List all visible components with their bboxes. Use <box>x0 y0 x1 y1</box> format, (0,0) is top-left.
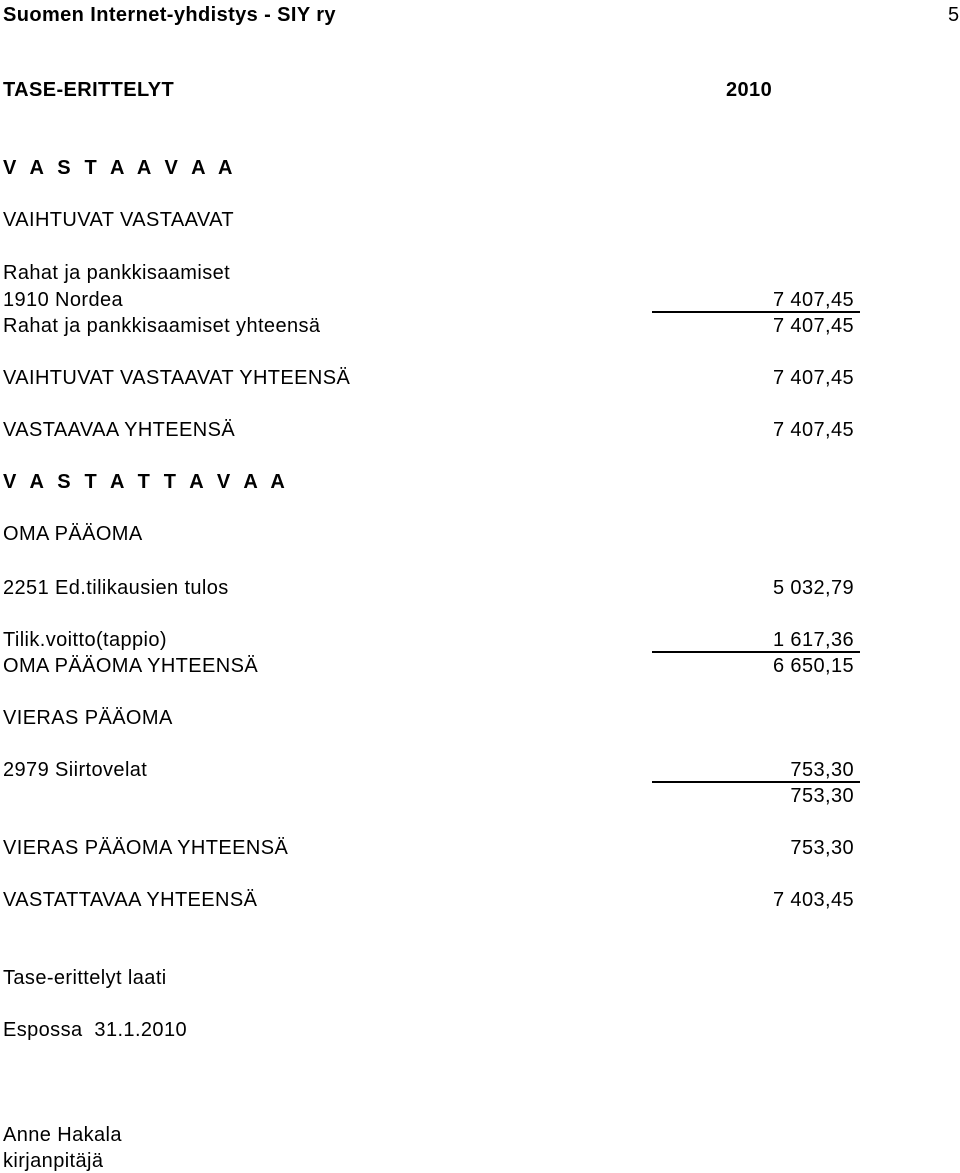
assets-total-value: 7 407,45 <box>772 419 854 441</box>
signer-title: kirjanpitäjä <box>3 1150 104 1172</box>
cash-total-value: 7 407,45 <box>772 315 854 337</box>
nordea-label: 1910 Nordea <box>3 289 124 311</box>
page-number: 5 <box>948 4 960 26</box>
liabilities-total-value: 7 403,45 <box>772 889 854 911</box>
debt-total-value: 753,30 <box>790 837 854 859</box>
current-assets-label: VAIHTUVAT VASTAAVAT <box>3 209 234 231</box>
equity-total-label: OMA PÄÄOMA YHTEENSÄ <box>3 655 259 677</box>
accruals-label: 2979 Siirtovelat <box>3 759 148 781</box>
liabilities-heading: V A S T A T T A V A A <box>3 471 289 493</box>
debt-subtotal-value: 753,30 <box>790 785 854 807</box>
subtotal-rule <box>652 651 860 653</box>
assets-heading: V A S T A A V A A <box>3 157 237 179</box>
subtotal-rule <box>652 311 860 313</box>
debt-label: VIERAS PÄÄOMA <box>3 707 173 729</box>
liabilities-total-label: VASTATTAVAA YHTEENSÄ <box>3 889 258 911</box>
place-date: Espossa 31.1.2010 <box>3 1019 187 1041</box>
current-assets-total-label: VAIHTUVAT VASTAAVAT YHTEENSÄ <box>3 367 351 389</box>
retained-earnings-label: 2251 Ed.tilikausien tulos <box>3 577 229 599</box>
equity-label: OMA PÄÄOMA <box>3 523 143 545</box>
subtotal-rule <box>652 781 860 783</box>
report-title: TASE-ERITTELYT <box>3 79 175 101</box>
signer-name: Anne Hakala <box>3 1124 122 1146</box>
prepared-by-label: Tase-erittelyt laati <box>3 967 167 989</box>
assets-total-label: VASTAAVAA YHTEENSÄ <box>3 419 236 441</box>
cash-label: Rahat ja pankkisaamiset <box>3 262 231 284</box>
organization-name: Suomen Internet-yhdistys - SIY ry <box>3 4 336 26</box>
retained-earnings-value: 5 032,79 <box>772 577 854 599</box>
cash-total-label: Rahat ja pankkisaamiset yhteensä <box>3 315 321 337</box>
accruals-value: 753,30 <box>790 759 854 781</box>
nordea-value: 7 407,45 <box>772 289 854 311</box>
profit-loss-value: 1 617,36 <box>772 629 854 651</box>
report-year: 2010 <box>726 79 773 101</box>
current-assets-total-value: 7 407,45 <box>772 367 854 389</box>
debt-total-label: VIERAS PÄÄOMA YHTEENSÄ <box>3 837 289 859</box>
profit-loss-label: Tilik.voitto(tappio) <box>3 629 167 651</box>
equity-total-value: 6 650,15 <box>772 655 854 677</box>
